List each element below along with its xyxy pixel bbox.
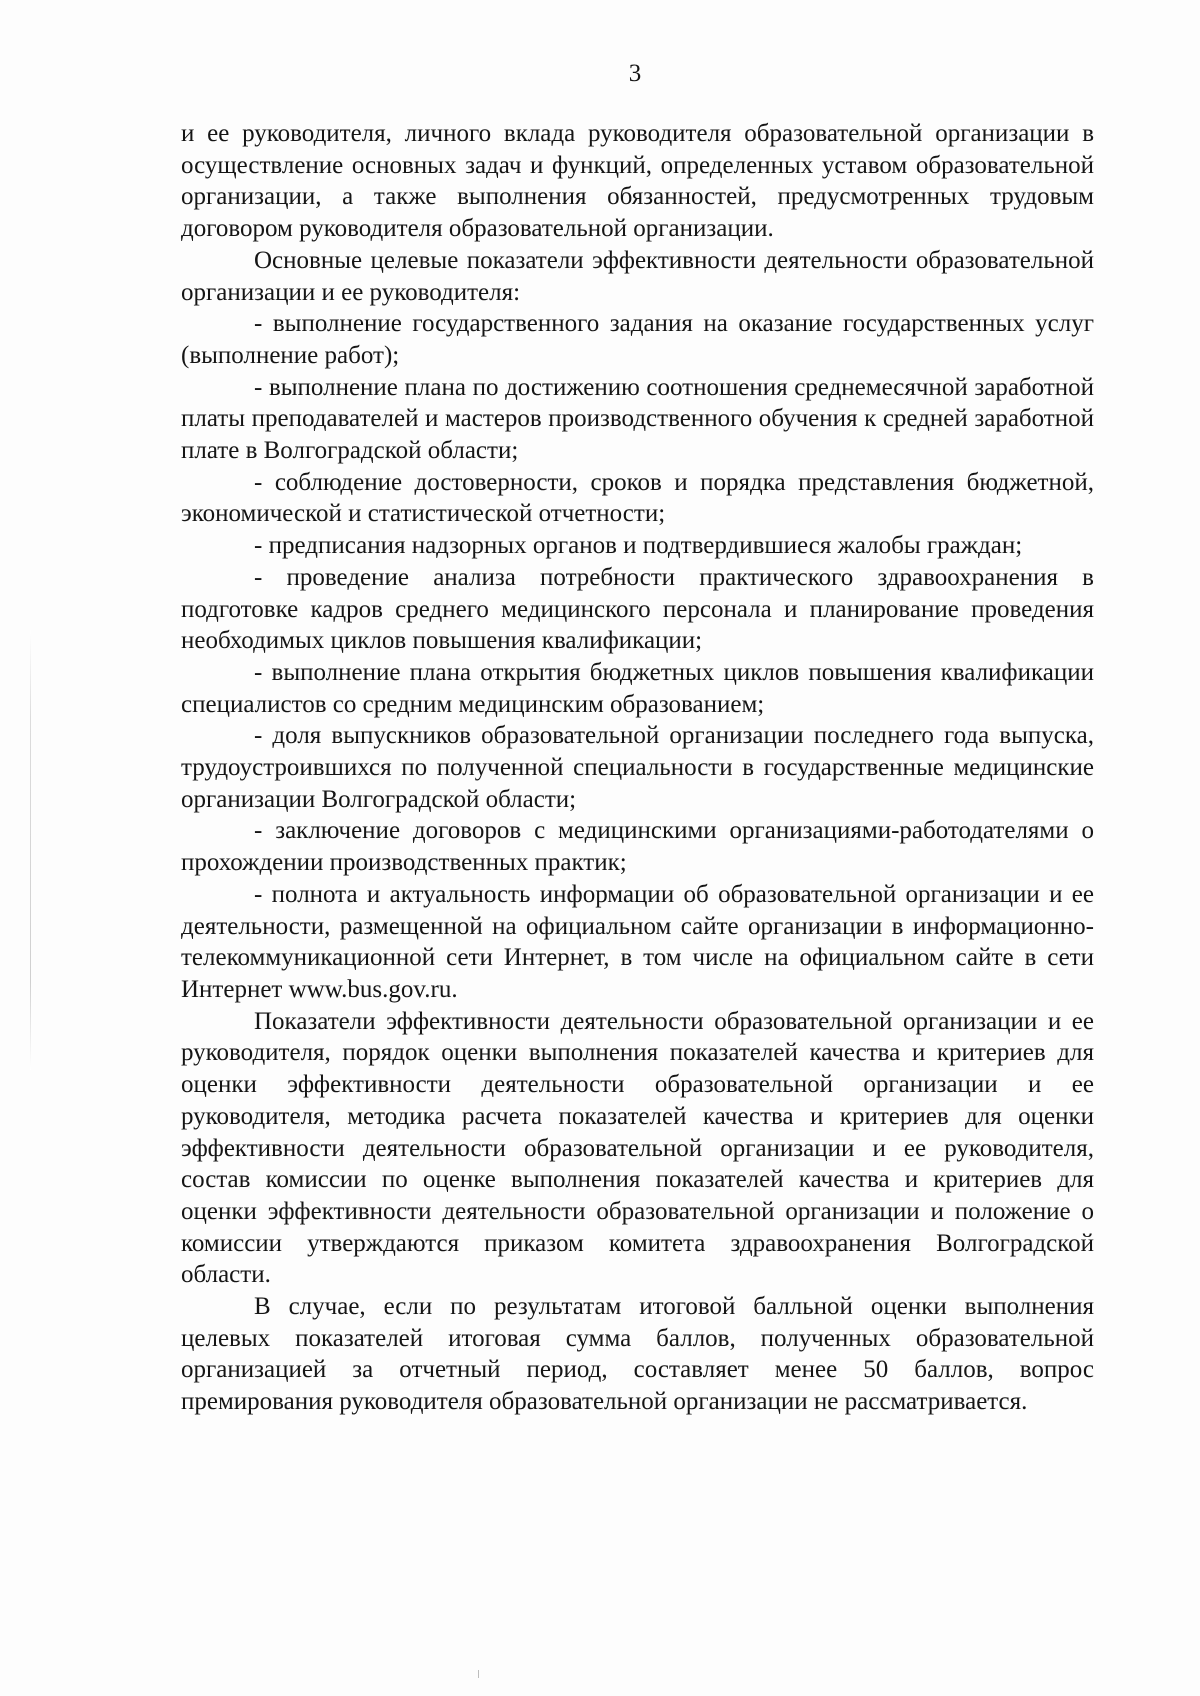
list-item-staff-analysis: - проведение анализа потребности практического здравоохранения в подготовке кадров среднего медицинского персонала и планирование проведения необходимых циклов повышения квалификации; — [181, 563, 1094, 655]
paragraph-bonus-condition: В случае, если по результатам итоговой балльной оценки выполнения целевых показателей итоговая сумма баллов, полученных образовательной организацией за отчетный период, составляет менее 50 баллов, вопрос премирования руководителя образовательной организации не рассматривается. — [181, 1293, 1094, 1416]
page-number: 3 — [628, 60, 642, 87]
list-item-salary-ratio: - выполнение плана по достижению соотношения среднемесячной заработной платы преподавателей и мастеров производственного обучения к средней заработной плате в Волгоградской области; — [181, 373, 1094, 465]
list-item-state-task: - выполнение государственного задания на оказание государственных услуг (выполнение работ); — [181, 310, 1094, 369]
paragraph-continuation: и ее руководителя, личного вклада руководителя образовательной организации в осуществление основных задач и функций, определенных уставом образовательной организации, а также выполнения обязанностей, предусмотренных трудовым договором руководителя образовательной организации. — [181, 120, 1094, 243]
list-item-qualification-cycles: - выполнение плана открытия бюджетных циклов повышения квалификации специалистов со средним медицинским образованием; — [181, 658, 1094, 718]
document-body — [181, 118, 1094, 1418]
paragraph-indicators-approval: Показатели эффективности деятельности образовательной организации и ее руководителя, порядок оценки выполнения показателей качества и критериев для оценки эффективности деятельности образовательной организации и ее руководителя, методика расчета показателей качества и критериев для оценки эффективности деятельности образовательной организации и ее руководителя, состав комиссии по оценке выполнения показателей качества и критериев для оценки эффективности деятельности образовательной организации и положение о комиссии утверждаются приказом комитета здравоохранения Волгоградской области. — [181, 1007, 1094, 1289]
list-item-inspections: - предписания надзорных органов и подтвердившиеся жалобы граждан; — [254, 532, 1023, 560]
list-item-reporting: - соблюдение достоверности, сроков и порядка представления бюджетной, экономической и статистической отчетности; — [181, 468, 1094, 528]
paragraph-targets-intro: Основные целевые показатели эффективности деятельности образовательной организации и ее руководителя: — [181, 246, 1094, 306]
list-item-website-info: - полнота и актуальность информации об образовательной организации и ее деятельности, размещенной на официальном сайте организации в информационно-телекоммуникационной сети Интернет, в том числе на официальном сайте в сети Интернет www.bus.gov.ru. — [181, 880, 1094, 1003]
scan-edge-artifact — [30, 630, 31, 1070]
list-item-practice-contracts: - заключение договоров с медицинскими организациями-работодателями о прохождении производственных практик; — [181, 817, 1094, 877]
list-item-graduates-employment: - доля выпускников образовательной организации последнего года выпуска, трудоустроившихся по полученной специальности в государственные медицинские организации Волгоградской области; — [181, 722, 1094, 813]
scan-mark-artifact — [478, 1670, 479, 1678]
